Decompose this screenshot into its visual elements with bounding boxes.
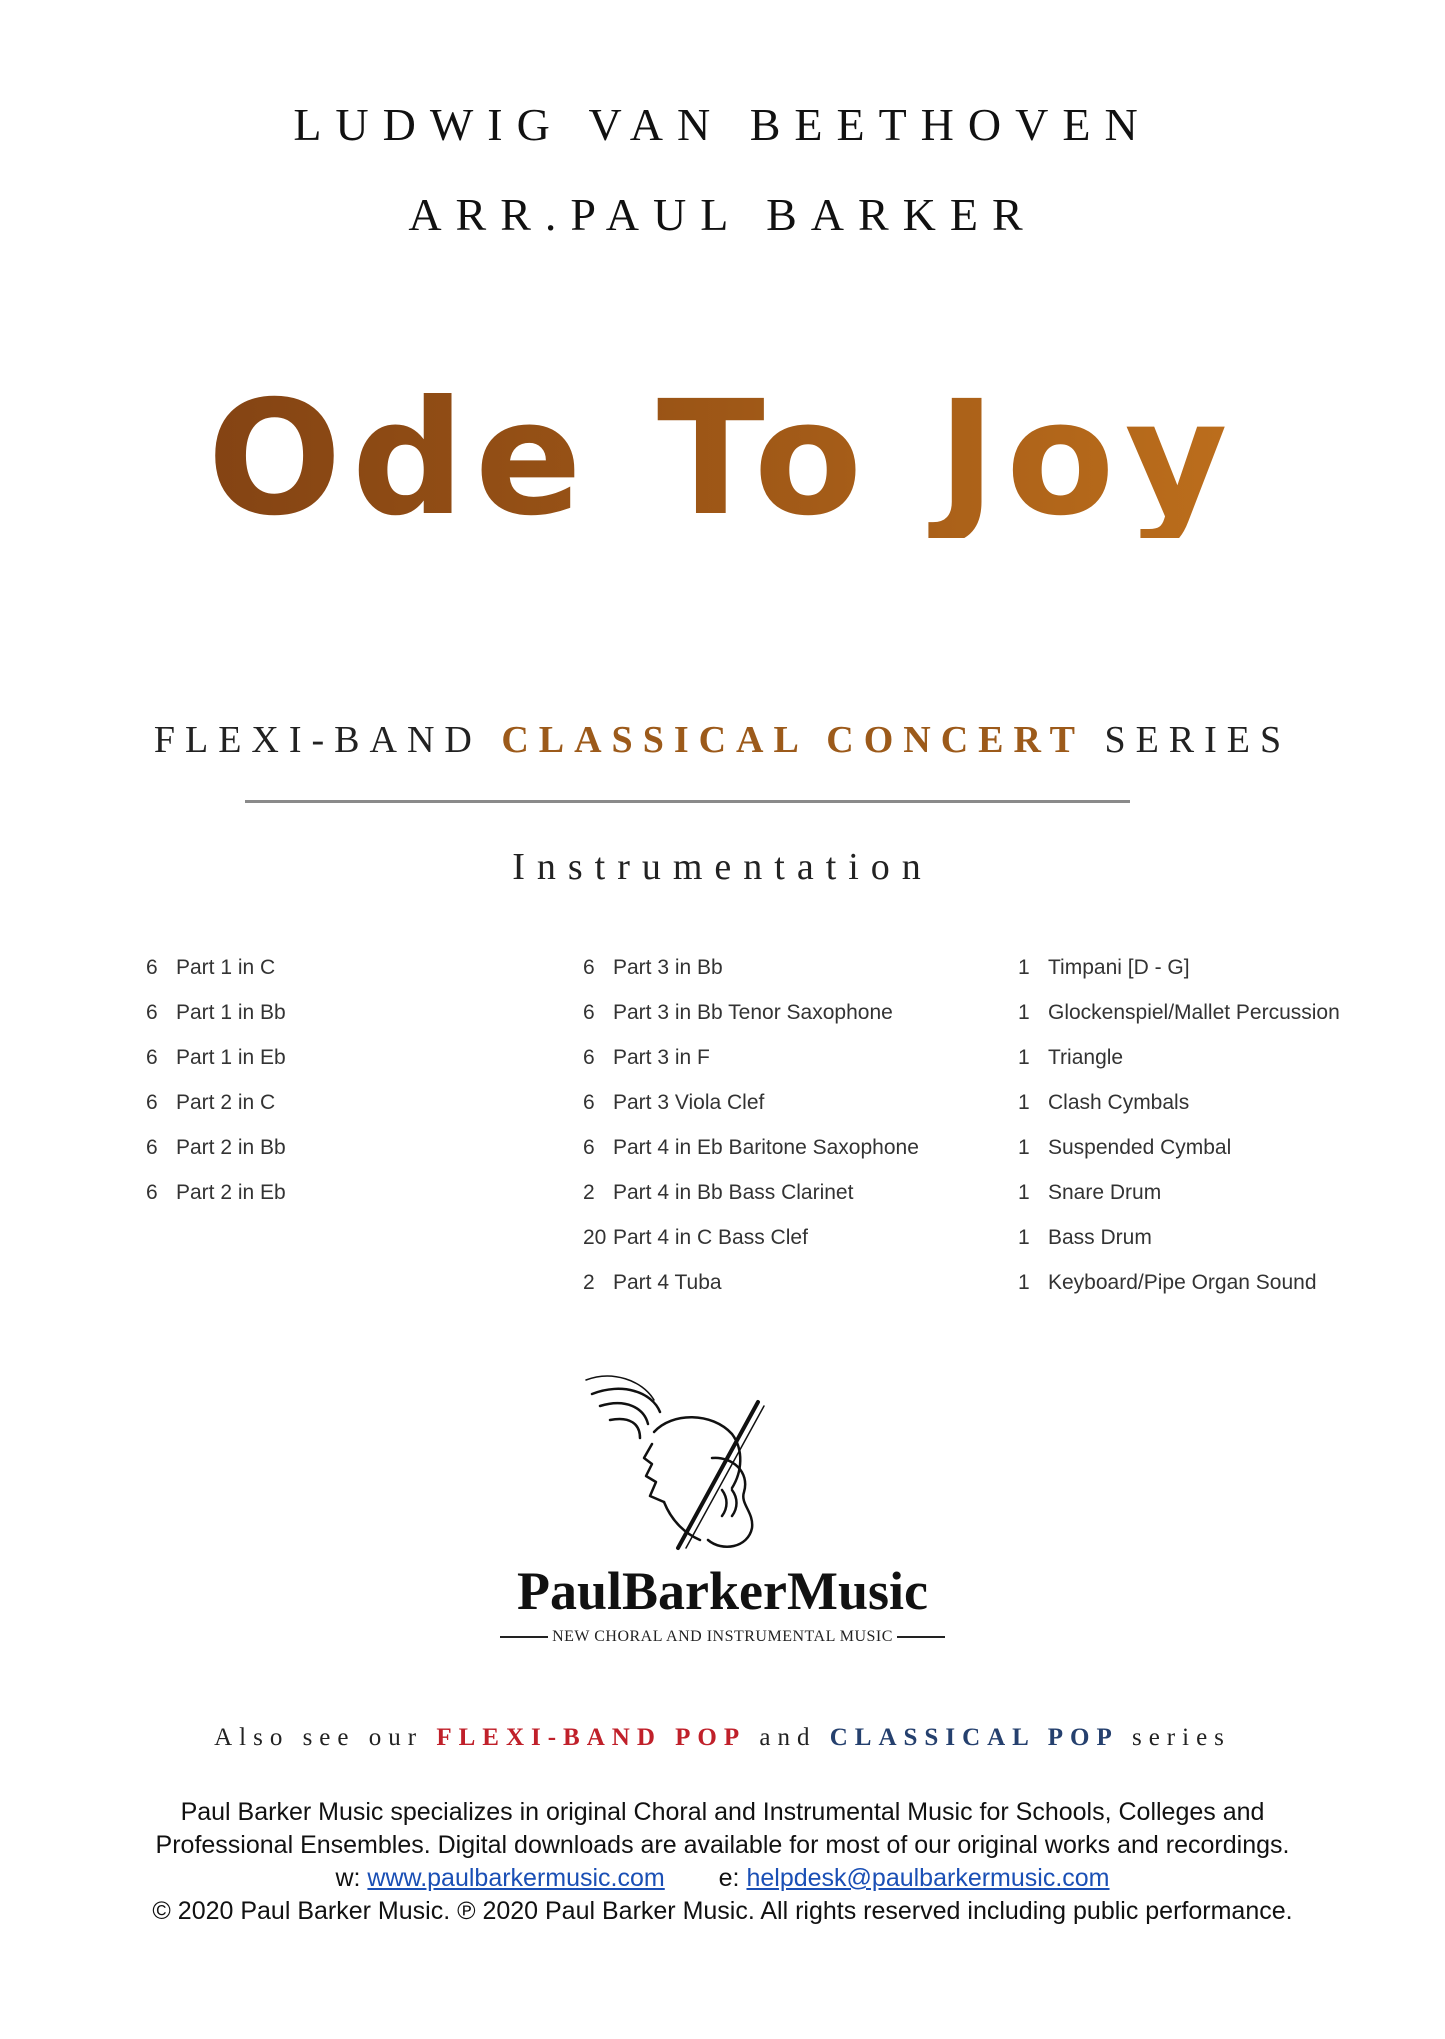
instrument-row bbox=[583, 1044, 919, 1089]
piece-title: Ode To Joy bbox=[0, 380, 1445, 538]
footer bbox=[0, 1796, 1445, 1928]
website-link[interactable]: www.paulbarkermusic.com bbox=[367, 1864, 665, 1892]
instrument-qty: 6 bbox=[583, 1091, 595, 1114]
instrument-name: Keyboard/Pipe Organ Sound bbox=[1048, 1271, 1317, 1294]
instrument-row bbox=[583, 1089, 919, 1134]
tagline-rule-right bbox=[897, 1636, 945, 1638]
instrument-qty: 2 bbox=[583, 1181, 595, 1204]
instrument-name: Part 3 Viola Clef bbox=[613, 1091, 765, 1114]
instrument-name: Suspended Cymbal bbox=[1048, 1136, 1232, 1159]
series-accent: CLASSICAL CONCERT bbox=[501, 719, 1085, 761]
instrument-row bbox=[146, 1179, 286, 1224]
instrument-name: Part 4 in Eb Baritone Saxophone bbox=[613, 1136, 919, 1159]
classical-pop-label: CLASSICAL POP bbox=[829, 1724, 1119, 1751]
instrumentation-column-1 bbox=[146, 954, 286, 1224]
instrument-name: Triangle bbox=[1048, 1046, 1124, 1069]
instrument-row bbox=[1018, 1089, 1340, 1134]
flexi-band-pop-label: FLEXI-BAND POP bbox=[436, 1724, 747, 1751]
also-and: and bbox=[759, 1724, 817, 1751]
instrument-row bbox=[1018, 1269, 1340, 1314]
instrumentation-column-3 bbox=[1018, 954, 1340, 1314]
instrument-qty: 20 bbox=[583, 1226, 607, 1249]
instrumentation-heading: Instrumentation bbox=[512, 846, 933, 888]
instrument-qty: 1 bbox=[1018, 956, 1030, 979]
instrument-name: Part 3 in F bbox=[613, 1046, 710, 1069]
instrument-row bbox=[146, 1134, 286, 1179]
instrument-row bbox=[146, 954, 286, 999]
instrumentation-column-2 bbox=[583, 954, 919, 1314]
instrument-name: Part 4 in Bb Bass Clarinet bbox=[613, 1181, 854, 1204]
arranger-name: ARR.PAUL BARKER bbox=[408, 189, 1037, 240]
brand-tagline bbox=[500, 1626, 945, 1648]
instrument-row bbox=[1018, 999, 1340, 1044]
instrument-qty: 6 bbox=[146, 956, 158, 979]
instrument-name: Part 1 in Bb bbox=[176, 1001, 286, 1024]
instrument-name: Part 3 in Bb Tenor Saxophone bbox=[613, 1001, 893, 1024]
footer-line-2: Professional Ensembles. Digital downloads are available for most of our original works and recordings. bbox=[155, 1831, 1290, 1859]
instrument-qty: 6 bbox=[583, 1046, 595, 1069]
also-see-line bbox=[0, 1724, 1445, 1752]
instrument-qty: 6 bbox=[146, 1091, 158, 1114]
instrument-row bbox=[583, 999, 919, 1044]
instrument-qty: 6 bbox=[583, 956, 595, 979]
instrument-row bbox=[1018, 1224, 1340, 1269]
copyright-notice: © 2020 Paul Barker Music. ℗ 2020 Paul Barker Music. All rights reserved including public performance. bbox=[152, 1897, 1293, 1925]
tagline-text: NEW CHORAL AND INSTRUMENTAL MUSIC bbox=[552, 1628, 893, 1645]
instrument-name: Part 2 in Eb bbox=[176, 1181, 286, 1204]
violinist-icon bbox=[582, 1372, 822, 1557]
instrument-name: Part 1 in C bbox=[176, 956, 276, 979]
instrument-name: Part 2 in Bb bbox=[176, 1136, 286, 1159]
series-prefix: FLEXI-BAND bbox=[153, 719, 482, 761]
instrument-qty: 6 bbox=[583, 1136, 595, 1159]
also-tail: series bbox=[1131, 1724, 1231, 1751]
instrument-row bbox=[1018, 1134, 1340, 1179]
email-label: e: bbox=[718, 1864, 740, 1892]
instrument-name: Part 1 in Eb bbox=[176, 1046, 286, 1069]
instrument-row bbox=[1018, 1044, 1340, 1089]
instrument-row bbox=[583, 954, 919, 999]
instrument-qty: 1 bbox=[1018, 1136, 1030, 1159]
instrument-row bbox=[146, 999, 286, 1044]
instrument-qty: 2 bbox=[583, 1271, 595, 1294]
instrument-name: Part 3 in Bb bbox=[613, 956, 723, 979]
instrument-qty: 1 bbox=[1018, 1226, 1030, 1249]
instrument-name: Clash Cymbals bbox=[1048, 1091, 1190, 1114]
divider bbox=[245, 800, 1130, 803]
instrument-row bbox=[583, 1269, 919, 1314]
web-label: w: bbox=[335, 1864, 361, 1892]
instrument-qty: 6 bbox=[146, 1181, 158, 1204]
instrument-qty: 1 bbox=[1018, 1046, 1030, 1069]
footer-line-1: Paul Barker Music specializes in original Choral and Instrumental Music for Schools, Colleges and bbox=[180, 1798, 1265, 1826]
instrument-name: Glockenspiel/Mallet Percussion bbox=[1048, 1001, 1340, 1024]
instrument-name: Part 2 in C bbox=[176, 1091, 276, 1114]
instrument-name: Bass Drum bbox=[1048, 1226, 1152, 1249]
email-link[interactable]: helpdesk@paulbarkermusic.com bbox=[746, 1864, 1110, 1892]
instrument-row bbox=[146, 1089, 286, 1134]
instrument-row bbox=[583, 1134, 919, 1179]
also-lead: Also see our bbox=[214, 1724, 424, 1751]
brand-name: PaulBarkerMusic bbox=[517, 1561, 928, 1621]
composer-name: LUDWIG VAN BEETHOVEN bbox=[293, 99, 1152, 150]
series-line bbox=[0, 718, 1445, 762]
instrument-row bbox=[146, 1044, 286, 1089]
instrument-qty: 1 bbox=[1018, 1181, 1030, 1204]
tagline-rule-left bbox=[500, 1636, 548, 1638]
instrument-qty: 6 bbox=[146, 1136, 158, 1159]
instrument-row bbox=[1018, 1179, 1340, 1224]
instrument-qty: 1 bbox=[1018, 1271, 1030, 1294]
instrument-row bbox=[1018, 954, 1340, 999]
instrument-name: Part 4 in C Bass Clef bbox=[613, 1226, 808, 1249]
instrument-name: Snare Drum bbox=[1048, 1181, 1162, 1204]
instrument-name: Part 4 Tuba bbox=[613, 1271, 722, 1294]
instrument-qty: 6 bbox=[146, 1001, 158, 1024]
instrument-row bbox=[583, 1224, 919, 1269]
series-suffix: SERIES bbox=[1104, 719, 1292, 761]
instrument-qty: 1 bbox=[1018, 1091, 1030, 1114]
instrument-name: Timpani [D - G] bbox=[1048, 956, 1190, 979]
instrument-qty: 1 bbox=[1018, 1001, 1030, 1024]
footer-contacts bbox=[0, 1862, 1445, 1895]
instrument-qty: 6 bbox=[146, 1046, 158, 1069]
instrument-row bbox=[583, 1179, 919, 1224]
instrument-qty: 6 bbox=[583, 1001, 595, 1024]
